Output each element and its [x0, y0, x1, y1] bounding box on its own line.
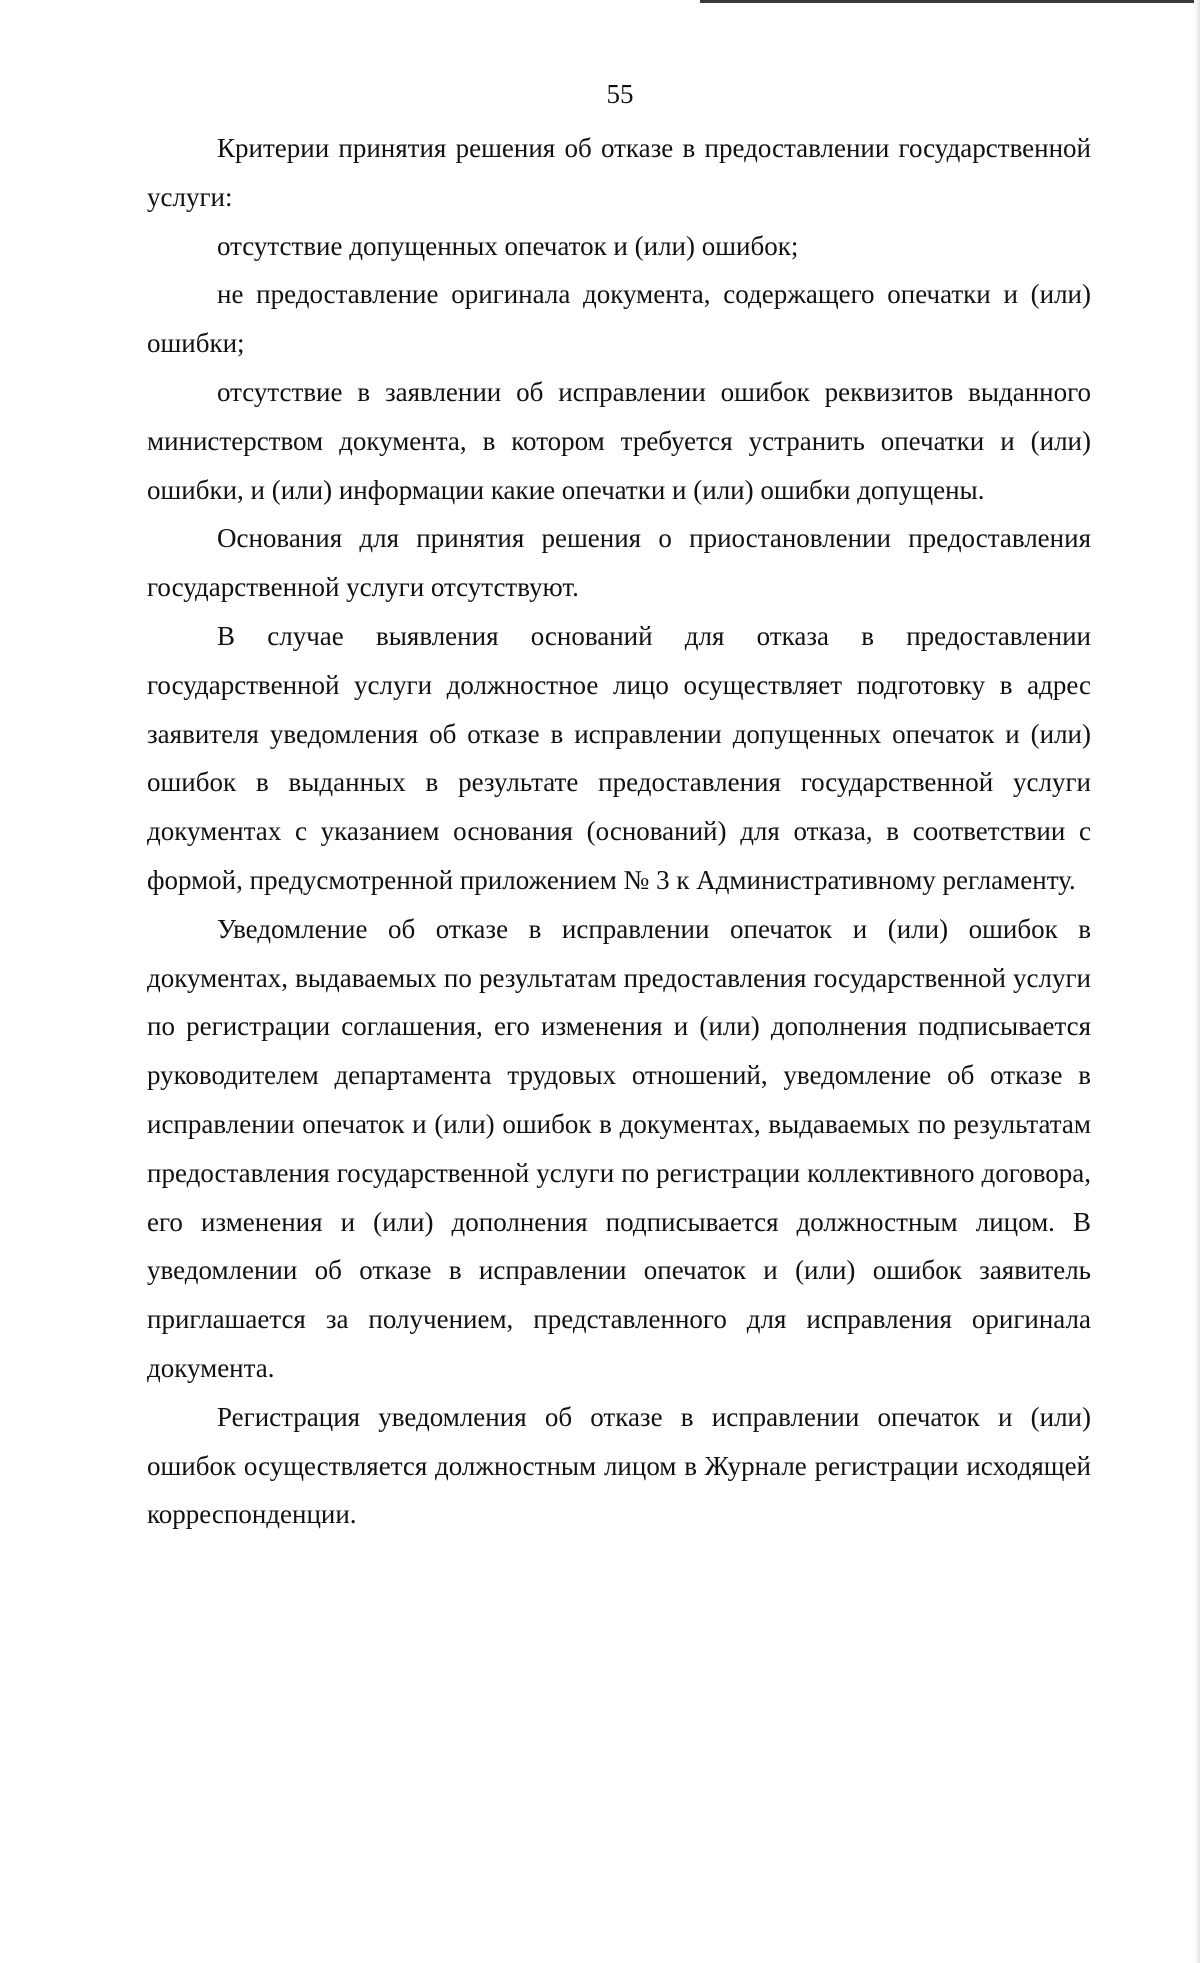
- paragraph-criterion-missing-details: отсутствие в заявлении об исправлении ошибок реквизитов выданного министерством документа, в котором требуется устранить опечатки и (или) ошибки, и (или) информации какие опечатки и (или) ошибки допущены.: [147, 376, 1091, 505]
- paragraph-suspension-grounds: Основания для принятия решения о приостановлении предоставления государственной услуги отсутствуют.: [147, 523, 1091, 603]
- paragraph-refusal-criteria: Критерии принятия решения об отказе в предоставлении государственной услуги:: [147, 133, 1091, 212]
- scan-edge-top: [700, 0, 1200, 3]
- paragraph-criterion-no-errors: отсутствие допущенных опечаток и (или) ошибок;: [217, 230, 799, 261]
- scan-edge-right: [1194, 0, 1200, 1963]
- paragraph-notification-registration: Регистрация уведомления об отказе в исправлении опечаток и (или) ошибок осуществляется должностным лицом в Журнале регистрации исходящей корреспонденции.: [147, 1401, 1091, 1530]
- document-body: [147, 124, 1091, 1539]
- page-number: 55: [606, 79, 634, 109]
- paragraph-notification-signing: Уведомление об отказе в исправлении опечаток и (или) ошибок в документах, выдаваемых по результатам предоставления государственной услуги по регистрации соглашения, его изменения и (или) дополнения подписывается руководителем департамента трудовых отношений, уведомление об отказе в исправлении опечаток и (или) ошибок в документах, выдаваемых по результатам предоставления государственной услуги по регистрации коллективного договора, его изменения и (или) дополнения подписывается должностным лицом. В уведомлении об отказе в исправлении опечаток и (или) ошибок заявитель приглашается за получением, представленного для исправления оригинала документа.: [147, 913, 1091, 1383]
- paragraph-refusal-notification: В случае выявления оснований для отказа в предоставлении государственной услуги должностное лицо осуществляет подготовку в адрес заявителя уведомления об отказе в исправлении допущенных опечаток и (или) ошибок в выданных в результате предоставления государственной услуги документах с указанием основания (оснований) для отказа, в соответствии с формой, предусмотренной приложением № 3 к Административному регламенту.: [147, 620, 1091, 895]
- paragraph-criterion-no-original: не предоставление оригинала документа, содержащего опечатки и (или) ошибки;: [147, 279, 1091, 359]
